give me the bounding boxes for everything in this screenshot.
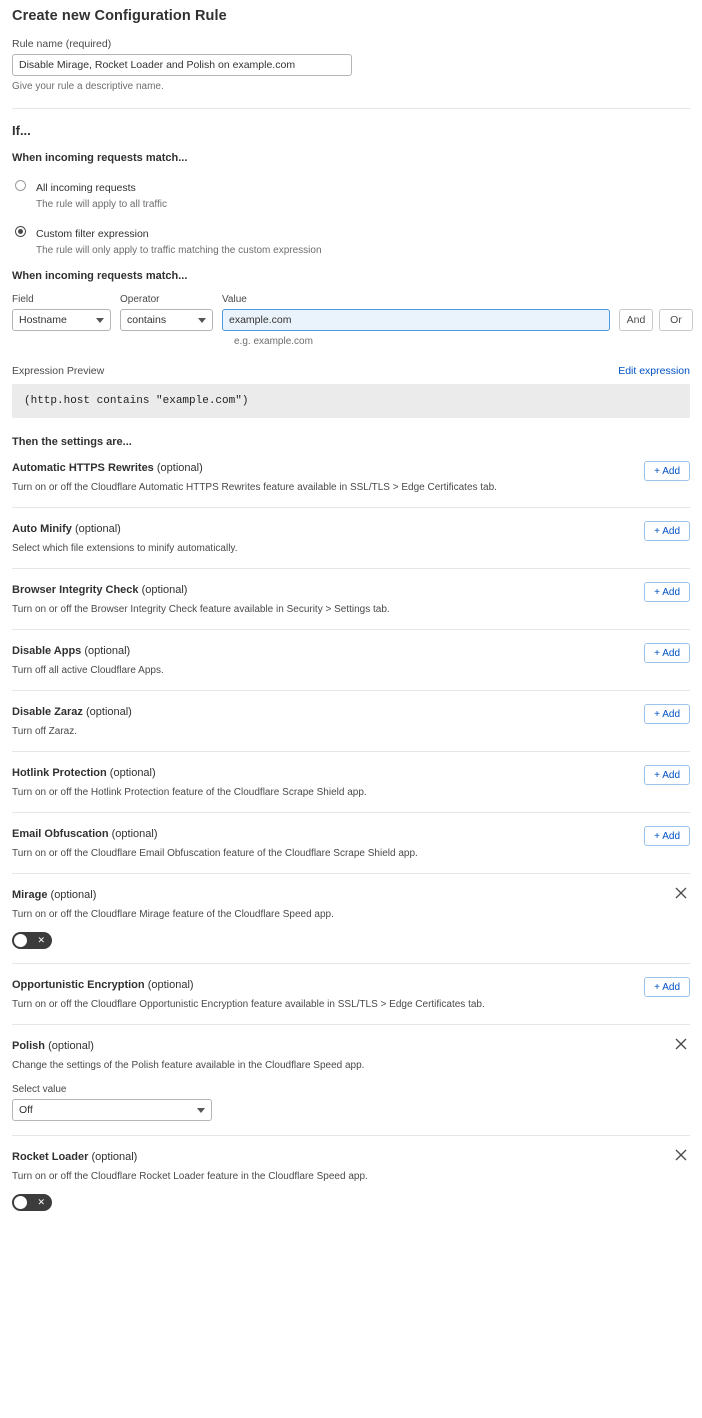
close-icon[interactable] xyxy=(674,1148,688,1162)
settings-list xyxy=(12,448,690,1225)
mirage-toggle[interactable] xyxy=(12,932,52,949)
value-example-text: e.g. example.com xyxy=(234,336,313,347)
setting-title xyxy=(12,645,690,657)
operator-select-value: contains xyxy=(127,314,167,326)
rule-name-help: Give your rule a descriptive name. xyxy=(12,81,164,92)
or-button[interactable]: Or xyxy=(659,309,693,331)
setting-optional-tag: (optional) xyxy=(91,1151,138,1163)
match-heading: When incoming requests match... xyxy=(12,152,188,164)
setting-polish xyxy=(12,1024,690,1135)
chevron-down-icon xyxy=(96,318,104,323)
add-button[interactable]: + Add xyxy=(644,461,690,481)
add-button[interactable]: + Add xyxy=(644,521,690,541)
radio-icon[interactable] xyxy=(15,180,26,191)
edit-expression-link[interactable]: Edit expression xyxy=(618,365,690,377)
expression-actions xyxy=(619,294,693,331)
radio-icon-selected[interactable] xyxy=(15,226,26,237)
field-select[interactable] xyxy=(12,309,111,331)
add-button[interactable]: + Add xyxy=(644,826,690,846)
operator-label: Operator xyxy=(120,294,160,305)
builder-heading: When incoming requests match... xyxy=(12,270,188,282)
setting-title xyxy=(12,828,690,840)
expression-preview-header xyxy=(12,365,690,377)
setting-name: Hotlink Protection xyxy=(12,767,107,779)
setting-disable-apps xyxy=(12,629,690,690)
radio-label: Custom filter expression xyxy=(36,228,149,240)
radio-option-custom-filter[interactable] xyxy=(12,224,690,256)
operator-column xyxy=(120,294,213,331)
setting-name: Disable Zaraz xyxy=(12,706,83,718)
expression-builder-row xyxy=(12,294,690,331)
add-button[interactable]: + Add xyxy=(644,765,690,785)
if-section-heading: If... xyxy=(12,123,31,138)
setting-title xyxy=(12,979,690,991)
setting-name: Automatic HTTPS Rewrites xyxy=(12,462,154,474)
radio-label: All incoming requests xyxy=(36,182,136,194)
setting-title xyxy=(12,462,690,474)
rule-name-group xyxy=(12,38,690,92)
polish-select-value: Off xyxy=(19,1104,33,1116)
setting-name: Rocket Loader xyxy=(12,1151,89,1163)
setting-title xyxy=(12,1040,690,1052)
setting-description: Select which file extensions to minify automatically. xyxy=(12,543,238,554)
setting-optional-tag: (optional) xyxy=(48,1040,94,1052)
expression-preview-box: (http.host contains "example.com") xyxy=(12,384,690,418)
setting-title xyxy=(12,889,690,901)
setting-optional-tag: (optional) xyxy=(109,767,156,779)
setting-description: Turn on or off the Browser Integrity Check feature available in Security > Settings tab. xyxy=(12,604,390,615)
setting-description: Turn on or off the Cloudflare Email Obfuscation feature of the Cloudflare Scrape Shield app. xyxy=(12,848,418,859)
setting-optional-tag: (optional) xyxy=(111,828,158,840)
setting-optional-tag: (optional) xyxy=(156,462,203,474)
setting-title xyxy=(12,1151,690,1163)
setting-description: Turn on or off the Cloudflare Automatic HTTPS Rewrites feature available in SSL/TLS > Edge Certificates tab. xyxy=(12,482,497,493)
toggle-knob xyxy=(14,934,27,947)
value-input[interactable] xyxy=(222,309,610,331)
page-title: Create new Configuration Rule xyxy=(12,8,227,24)
setting-description: Turn on or off the Cloudflare Mirage feature of the Cloudflare Speed app. xyxy=(12,909,334,920)
setting-name: Disable Apps xyxy=(12,645,82,657)
operator-select[interactable] xyxy=(120,309,213,331)
setting-title xyxy=(12,706,690,718)
polish-value-select[interactable] xyxy=(12,1099,212,1121)
radio-description: The rule will only apply to traffic matching the custom expression xyxy=(36,245,322,256)
select-value-label: Select value xyxy=(12,1084,67,1095)
setting-description: Turn off Zaraz. xyxy=(12,726,78,737)
setting-name: Polish xyxy=(12,1040,46,1052)
setting-name: Email Obfuscation xyxy=(12,828,109,840)
close-icon[interactable] xyxy=(674,886,688,900)
divider xyxy=(12,108,690,109)
rocket-loader-toggle[interactable] xyxy=(12,1194,52,1211)
toggle-off-icon: ✕ xyxy=(37,935,45,945)
field-label: Field xyxy=(12,294,34,305)
setting-title xyxy=(12,767,690,779)
setting-opportunistic-encryption xyxy=(12,963,690,1024)
and-button[interactable]: And xyxy=(619,309,653,331)
setting-name: Browser Integrity Check xyxy=(12,584,139,596)
chevron-down-icon xyxy=(198,318,206,323)
add-button[interactable]: + Add xyxy=(644,704,690,724)
setting-name: Auto Minify xyxy=(12,523,72,535)
field-column xyxy=(12,294,111,331)
setting-name: Opportunistic Encryption xyxy=(12,979,145,991)
add-button[interactable]: + Add xyxy=(644,977,690,997)
radio-description: The rule will apply to all traffic xyxy=(36,199,167,210)
setting-title xyxy=(12,523,690,535)
setting-description: Turn on or off the Hotlink Protection feature of the Cloudflare Scrape Shield app. xyxy=(12,787,367,798)
setting-optional-tag: (optional) xyxy=(74,523,121,535)
setting-title xyxy=(12,584,690,596)
close-icon[interactable] xyxy=(674,1037,688,1051)
setting-optional-tag: (optional) xyxy=(84,645,131,657)
setting-disable-zaraz xyxy=(12,690,690,751)
rule-name-input[interactable] xyxy=(12,54,352,76)
rule-name-label: Rule name (required) xyxy=(12,38,112,50)
value-label: Value xyxy=(222,294,247,305)
setting-automatic-https-rewrites xyxy=(12,448,690,507)
setting-name: Mirage xyxy=(12,889,48,901)
setting-optional-tag: (optional) xyxy=(141,584,188,596)
value-column xyxy=(222,294,610,331)
setting-description: Turn off all active Cloudflare Apps. xyxy=(12,665,164,676)
setting-hotlink-protection xyxy=(12,751,690,812)
setting-description: Turn on or off the Cloudflare Rocket Loader feature in the Cloudflare Speed app. xyxy=(12,1171,368,1182)
setting-mirage xyxy=(12,873,690,963)
setting-description: Change the settings of the Polish feature available in the Cloudflare Speed app. xyxy=(12,1060,365,1071)
expression-preview-label: Expression Preview xyxy=(12,365,105,377)
setting-auto-minify xyxy=(12,507,690,568)
setting-optional-tag: (optional) xyxy=(50,889,97,901)
setting-rocket-loader xyxy=(12,1135,690,1225)
setting-browser-integrity-check xyxy=(12,568,690,629)
add-button[interactable]: + Add xyxy=(644,643,690,663)
setting-optional-tag: (optional) xyxy=(85,706,132,718)
toggle-off-icon: ✕ xyxy=(37,1197,45,1207)
chevron-down-icon xyxy=(197,1108,205,1113)
add-button[interactable]: + Add xyxy=(644,582,690,602)
radio-option-all-requests[interactable] xyxy=(12,178,690,210)
then-section-heading: Then the settings are... xyxy=(12,436,132,448)
setting-email-obfuscation xyxy=(12,812,690,873)
toggle-knob xyxy=(14,1196,27,1209)
setting-optional-tag: (optional) xyxy=(147,979,194,991)
field-select-value: Hostname xyxy=(19,314,67,326)
setting-description: Turn on or off the Cloudflare Opportunistic Encryption feature available in SSL/TLS > Edge Certificates tab. xyxy=(12,999,485,1010)
